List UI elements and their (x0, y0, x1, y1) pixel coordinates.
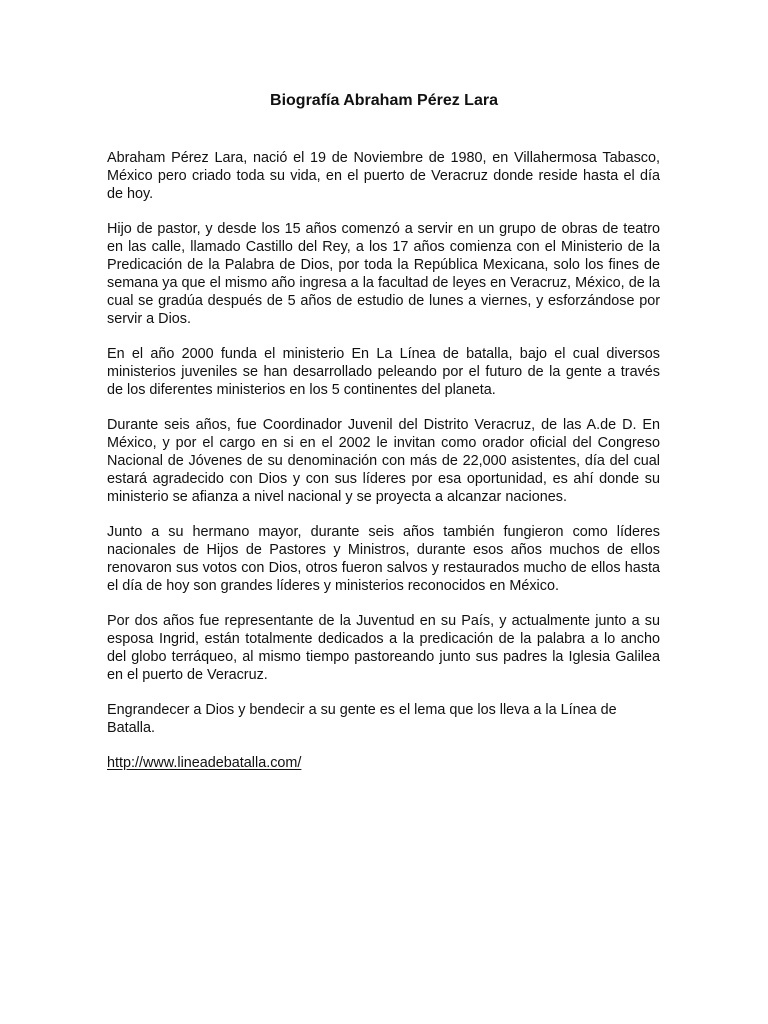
paragraph-birth: Abraham Pérez Lara, nació el 19 de Noviembre de 1980, en Villahermosa Tabasco, México pero criado toda su vida, en el puerto de Veracruz donde reside hasta el día de hoy. (107, 150, 660, 202)
website-link[interactable]: http://www.lineadebatalla.com/ (107, 755, 302, 771)
paragraph-national-leaders: Junto a su hermano mayor, durante seis años también fungieron como líderes nacionales de Hijos de Pastores y Ministros, durante esos años muchos de ellos renovaron sus votos con Dios, otros fueron salvos y restaurados mucho de ellos hasta el día de hoy son grandes líderes y ministerios reconocidos en México. (107, 524, 660, 594)
paragraph-current-work: Por dos años fue representante de la Juventud en su País, y actualmente junto a su esposa Ingrid, están totalmente dedicados a la predicación de la palabra a lo ancho del globo terráqueo, al mismo tiempo pastoreando junto sus padres la Iglesia Galilea en el puerto de Veracruz. (107, 613, 660, 683)
paragraph-early-ministry: Hijo de pastor, y desde los 15 años comenzó a servir en un grupo de obras de teatro en las calle, llamado Castillo del Rey, a los 17 años comienza con el Ministerio de la Predicación de la Palabra de Dios, por toda la República Mexicana, solo los fines de semana ya que el mismo año ingresa a la facultad de leyes en Veracruz, México, de la cual se gradúa después de 5 años de estudio de lunes a viernes, y esforzándose por servir a Dios. (107, 221, 660, 327)
document-body (107, 149, 660, 772)
paragraph-foundation: En el año 2000 funda el ministerio En La Línea de batalla, bajo el cual diversos ministerios juveniles se han desarrollado peleando por el futuro de la gente a través de los diferentes ministerios en los 5 continentes del planeta. (107, 346, 660, 398)
page-title: Biografía Abraham Pérez Lara (270, 92, 498, 109)
paragraph-motto: Engrandecer a Dios y bendecir a su gente es el lema que los lleva a la Línea de Batalla. (107, 702, 617, 736)
paragraph-coordinator: Durante seis años, fue Coordinador Juvenil del Distrito Veracruz, de las A.de D. En México, y por el cargo en si en el 2002 le invitan como orador oficial del Congreso Nacional de Jóvenes de su denominación con más de 22,000 asistentes, día del cual estará agradecido con Dios y con sus líderes por esa oportunidad, es ahí donde su ministerio se afianza a nivel nacional y se proyecta a alcanzar naciones. (107, 417, 660, 505)
